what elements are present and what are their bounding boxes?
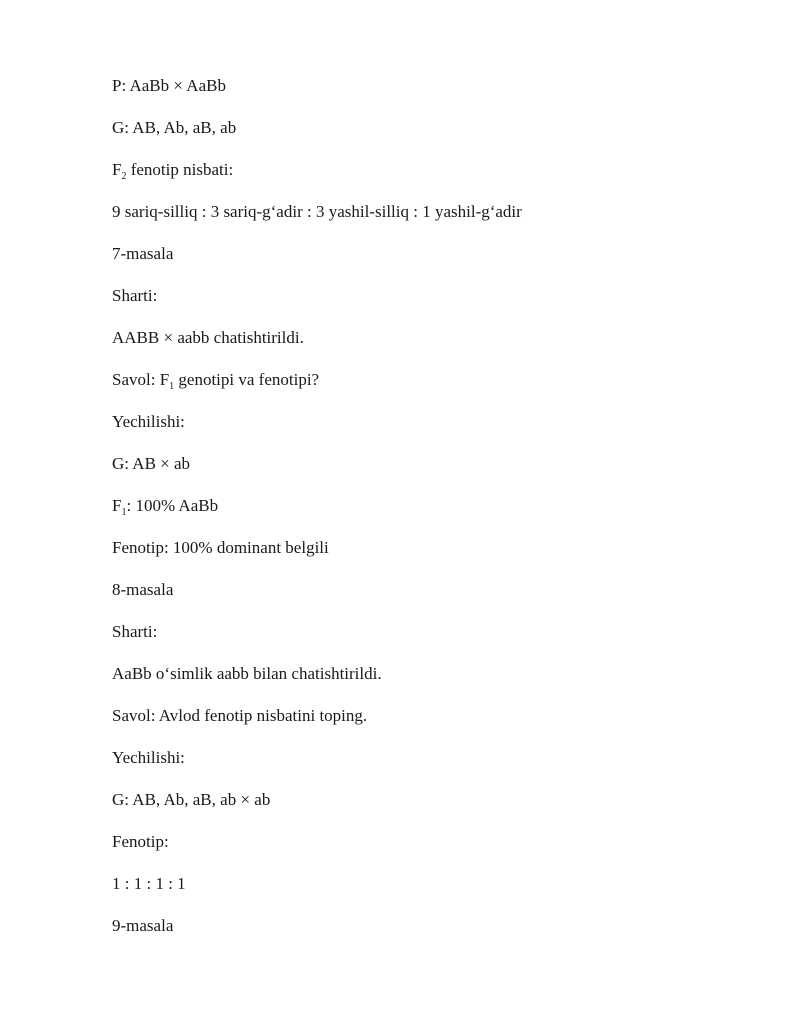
f1-genotype-line — [112, 496, 218, 516]
condition-text: AaBb o‘simlik aabb bilan chatishtirildi. — [112, 664, 382, 683]
generation-subscript: 2 — [121, 171, 127, 182]
condition-label: Sharti: — [112, 622, 158, 641]
generation-symbol: F — [112, 496, 122, 515]
line-text: : 100% AaBb — [126, 496, 219, 515]
solution-label: Yechilishi: — [112, 748, 185, 767]
solution-label: Yechilishi: — [112, 412, 185, 431]
phenotype-ratio-line: 1 : 1 : 1 : 1 — [112, 874, 186, 893]
generation-symbol: F — [112, 160, 122, 179]
line-text: genotipi va fenotipi? — [174, 370, 320, 389]
problem-8-heading: 8-masala — [112, 580, 174, 599]
condition-text: AABB × aabb chatishtirildi. — [112, 328, 304, 347]
f2-phenotype-ratio-heading — [112, 160, 233, 180]
question-line — [112, 370, 319, 390]
generation-subscript: 1 — [169, 381, 175, 392]
cross-parents-line: P: AaBb × AaBb — [112, 76, 226, 95]
phenotype-label: Fenotip: — [112, 832, 169, 851]
gametes-line: G: AB × ab — [112, 454, 191, 473]
question-line: Savol: Avlod fenotip nisbatini toping. — [112, 706, 368, 725]
phenotype-line: Fenotip: 100% dominant belgili — [112, 538, 329, 557]
gametes-line: G: AB, Ab, aB, ab × ab — [112, 790, 271, 809]
generation-subscript: 1 — [121, 507, 127, 518]
condition-label: Sharti: — [112, 286, 158, 305]
phenotype-ratio-line: 9 sariq-silliq : 3 sariq-g‘adir : 3 yashil-silliq : 1 yashil-g‘adir — [112, 202, 522, 221]
gametes-line: G: AB, Ab, aB, ab — [112, 118, 237, 137]
line-text: fenotip nisbati: — [126, 160, 234, 179]
problem-7-heading: 7-masala — [112, 244, 174, 263]
line-text: Savol: F — [112, 370, 170, 389]
problem-9-heading: 9-masala — [112, 916, 174, 935]
